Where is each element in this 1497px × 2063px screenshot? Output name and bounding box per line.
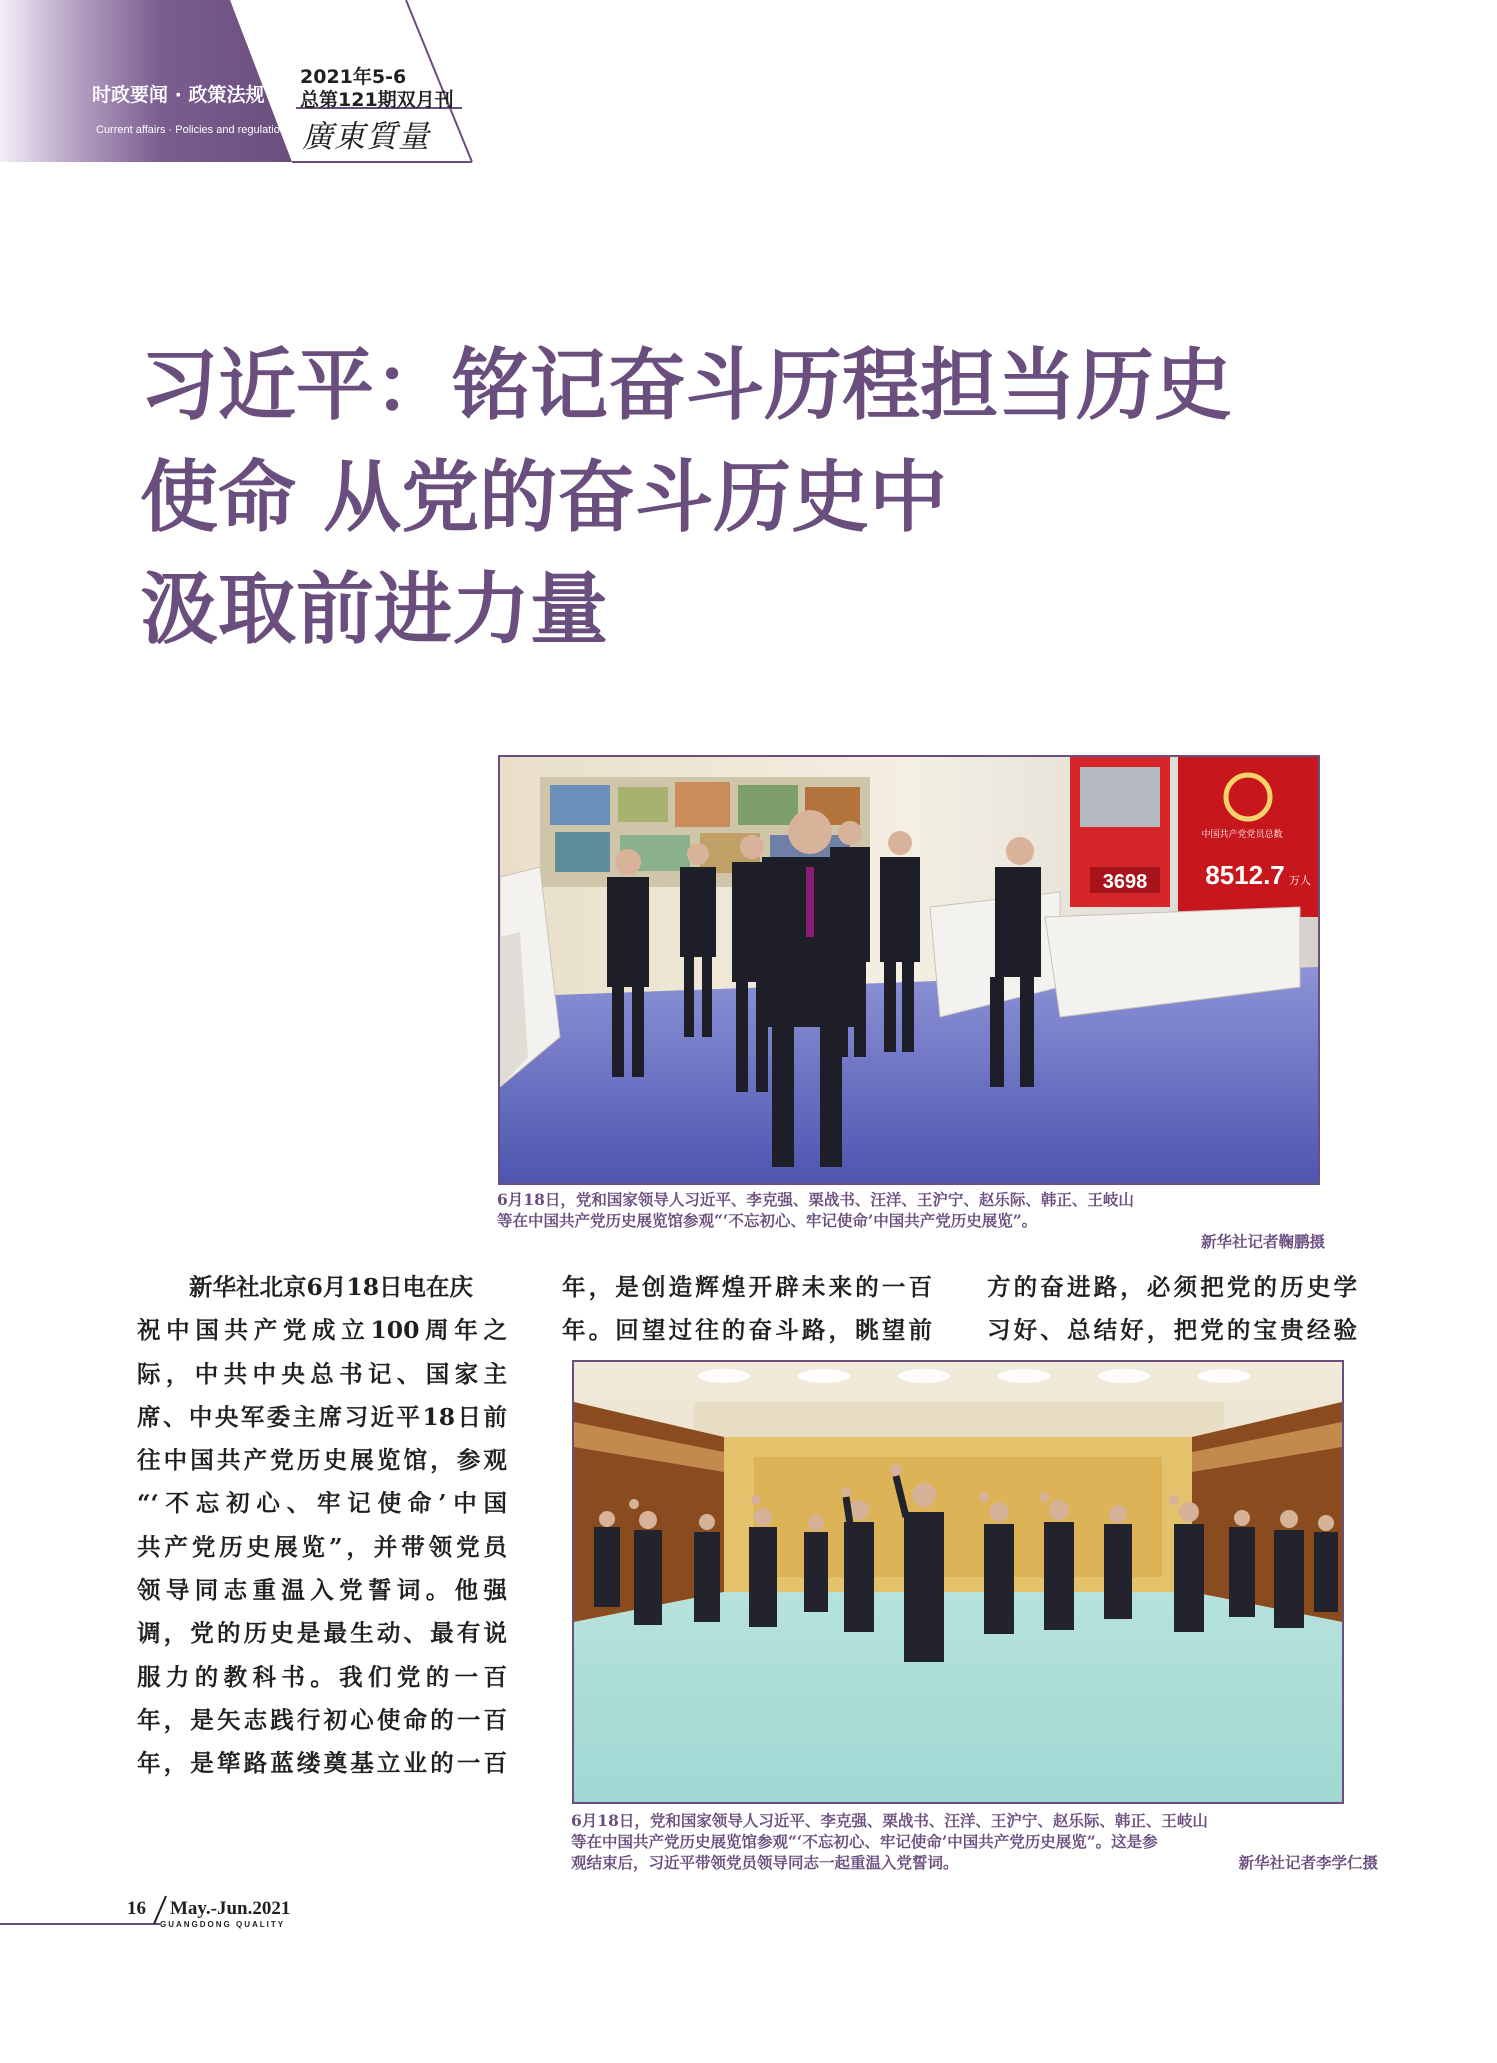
body-col2-line-1: 年，是创造辉煌开辟未来的一百 [562,1273,932,1301]
page-number: 16 [127,1898,146,1919]
body-column-2 [562,1266,932,1353]
body-column-3 [987,1266,1357,1353]
article-title [140,330,1360,666]
body-col1-line-12: 年，是筚路蓝缕奠基立业的一百 [137,1749,507,1778]
screen-number-1: 3698 [1102,871,1148,893]
photo1-credit: 新华社记者鞠鹏摄 [1200,1232,1325,1251]
body-col2-line-2: 年。回望过往的奋斗路，眺望前 [562,1316,932,1345]
photo2-caption-line3: 观结束后，习近平带领党员领导同志一起重温入党誓词。 [571,1853,959,1872]
section-category-en: Current affairs · Policies and regulations [96,124,292,136]
title-line-1: 习近平：铭记奋斗历程担当历史 [140,341,1233,431]
title-line-3: 汲取前进力量 [140,565,609,655]
issue-date: 2021年5-6 [300,66,407,88]
body-col1-line-1: 新华社北京6月18日电在庆 [189,1273,474,1301]
photo1-caption [497,1189,1325,1253]
magazine-logo: 廣東質量 [302,119,430,155]
body-col1-line-11: 年，是矢志践行初心使命的一百 [137,1705,507,1734]
photo1-caption-line1: 6月18日，党和国家领导人习近平、李克强、栗战书、汪洋、王沪宁、赵乐际、韩正、王岐山 [497,1190,1134,1209]
photo-exhibition-hall [498,755,1320,1185]
body-col1-line-9: 调，党的历史是最生动、最有说 [137,1619,507,1648]
screen-number-2: 8512.7 [1205,860,1285,890]
issue-number: 总第121期双月刊 [300,89,454,111]
footer-magazine-name: GUANGDONG QUALITY [160,1920,286,1929]
photo2-caption [571,1810,1378,1880]
body-col1-line-8: 领导同志重温入党誓词。他强 [137,1576,507,1605]
body-col1-line-2: 祝中国共产党成立100周年之 [137,1316,507,1345]
photo1-caption-line2: 等在中国共产党历史展览馆参观“‘不忘初心、牢记使命’中国共产党历史展览”。 [497,1211,1038,1230]
footer-rule [0,1923,160,1925]
section-category: 时政要闻 · 政策法规 [92,84,265,106]
photo2-credit: 新华社记者李学仁摄 [1238,1853,1378,1872]
screen-unit-2: 万人 [1289,874,1311,887]
screen-heading: 中国共产党党员总数 [1201,830,1283,840]
body-col1-line-3: 际，中共中央总书记、国家主 [137,1359,507,1388]
photo-oath-ceremony [572,1360,1344,1804]
photo2-caption-line1: 6月18日，党和国家领导人习近平、李克强、栗战书、汪洋、王沪宁、赵乐际、韩正、王岐山 [571,1811,1208,1830]
body-col3-line-2: 习好、总结好，把党的宝贵经验 [987,1316,1357,1345]
body-col3-line-1: 方的奋进路，必须把党的历史学 [987,1273,1357,1301]
body-col1-line-6: “‘不忘初心、牢记使命’中国 [137,1489,507,1518]
title-line-2: 使命 从党的奋斗历史中 [140,453,948,543]
body-col1-line-4: 席、中央军委主席习近平18日前 [137,1402,507,1431]
body-col1-line-5: 往中国共产党历史展览馆，参观 [137,1446,507,1475]
body-col1-line-7: 共产党历史展览”，并带领党员 [137,1532,507,1561]
body-column-1 [137,1266,507,1786]
footer-issue-date: May.-Jun.2021 [170,1898,291,1919]
photo2-caption-line2: 等在中国共产党历史展览馆参观“‘不忘初心、牢记使命’中国共产党历史展览”。这是参 [571,1832,1158,1851]
body-col1-line-10: 服力的教科书。我们党的一百 [137,1662,507,1691]
